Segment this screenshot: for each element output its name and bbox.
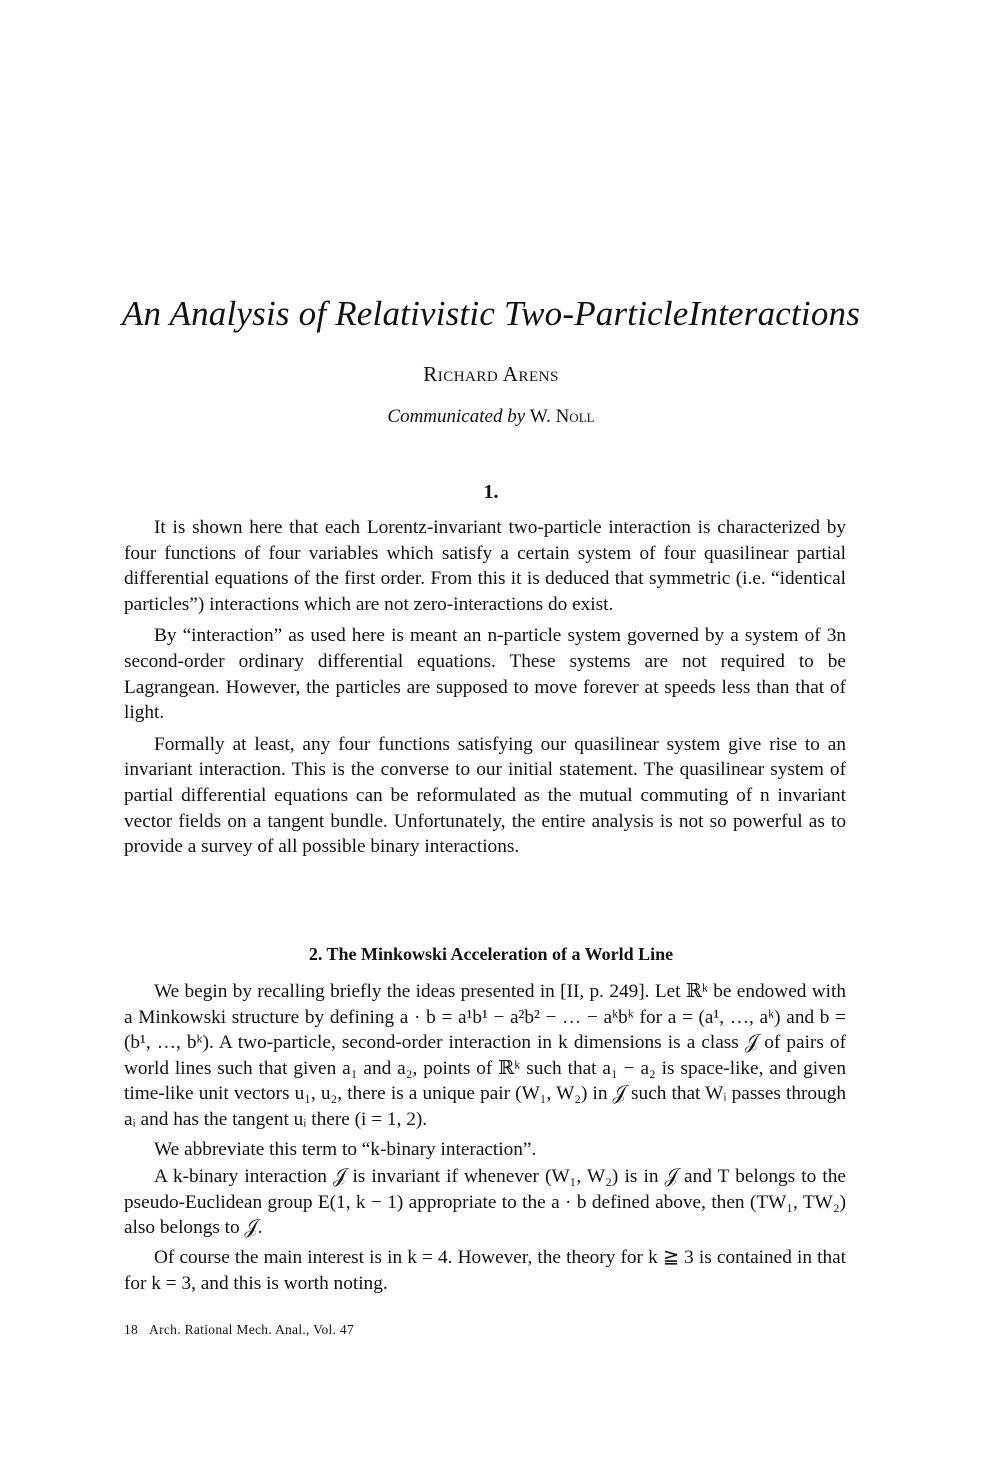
communicated-by — [0, 406, 982, 428]
communicator-name: W. Noll — [529, 406, 595, 427]
section-2-paragraph-4: Of course the main interest is in k = 4. However, the theory for k ≧ 3 is contained in that for k = 3, and this is worth noting. — [124, 1246, 846, 1294]
section-2-paragraph-3: A k-binary interaction 𝒥 is invariant if whenever (W₁, W₂) is in 𝒥 and T belongs to the pseudo-Euclidean group E(1, k − 1) appropriate to the a · b defined above, then (TW₁, TW₂) also belongs to 𝒥. — [124, 1166, 846, 1239]
section-1-paragraph-1: It is shown here that each Lorentz-invariant two-particle interaction is characterized by four functions of four variables which satisfy a certain system of four quasilinear partial differential equations of the first order. From this it is deduced that symmetric (i.e. “identical particles”) interactions which are not zero-interactions do exist. — [124, 517, 846, 615]
section-1-body — [124, 515, 846, 866]
page-number: 18 — [124, 1322, 139, 1337]
journal-reference: Arch. Rational Mech. Anal., Vol. 47 — [149, 1322, 355, 1337]
paper-title: An Analysis of Relativistic Two-ParticleInteractions — [121, 294, 861, 333]
section-1-paragraph-3: Formally at least, any four functions satisfying our quasilinear system give rise to an invariant interaction. This is the converse to our initial statement. The quasilinear system of partial differential equations can be reformulated as the mutual commuting of n invariant vector fields on a tangent bundle. Unfortunately, the entire analysis is not so powerful as to provide a survey of all possible binary interactions. — [124, 733, 846, 858]
section-2-body — [124, 979, 846, 1300]
communicated-prefix: Communicated by — [387, 406, 526, 427]
section-2-paragraph-1: We begin by recalling briefly the ideas presented in [II, p. 249]. Let ℝᵏ be endowed with a Minkowski structure by defining a · b = a¹b¹ − a²b² − … − aᵏbᵏ for a = (a¹, …, aᵏ) and b = (b¹, …, bᵏ). A two-particle, second-order interaction in k dimensions is a class 𝒥 of pairs of world lines such that given a₁ and a₂, points of ℝᵏ such that a₁ − a₂ is space-like, and given time-like unit vectors u₁, u₂, there is a unique pair (W₁, W₂) in 𝒥 such that Wᵢ passes through aᵢ and has the tangent uᵢ there (i = 1, 2). — [124, 981, 846, 1130]
page-footer — [124, 1322, 354, 1338]
section-2-heading: 2. The Minkowski Acceleration of a World Line — [308, 944, 674, 964]
section-2-paragraph-2: We abbreviate this term to “k-binary interaction”. — [154, 1138, 537, 1160]
section-1-heading: 1. — [483, 481, 499, 503]
author-name: Richard Arens — [423, 362, 559, 386]
section-1-paragraph-2: By “interaction” as used here is meant an n-particle system governed by a system of 3n second-order ordinary differential equations. These systems are not required to be Lagrangean. However, the particles are supposed to move forever at speeds less than that of light. — [124, 625, 846, 724]
